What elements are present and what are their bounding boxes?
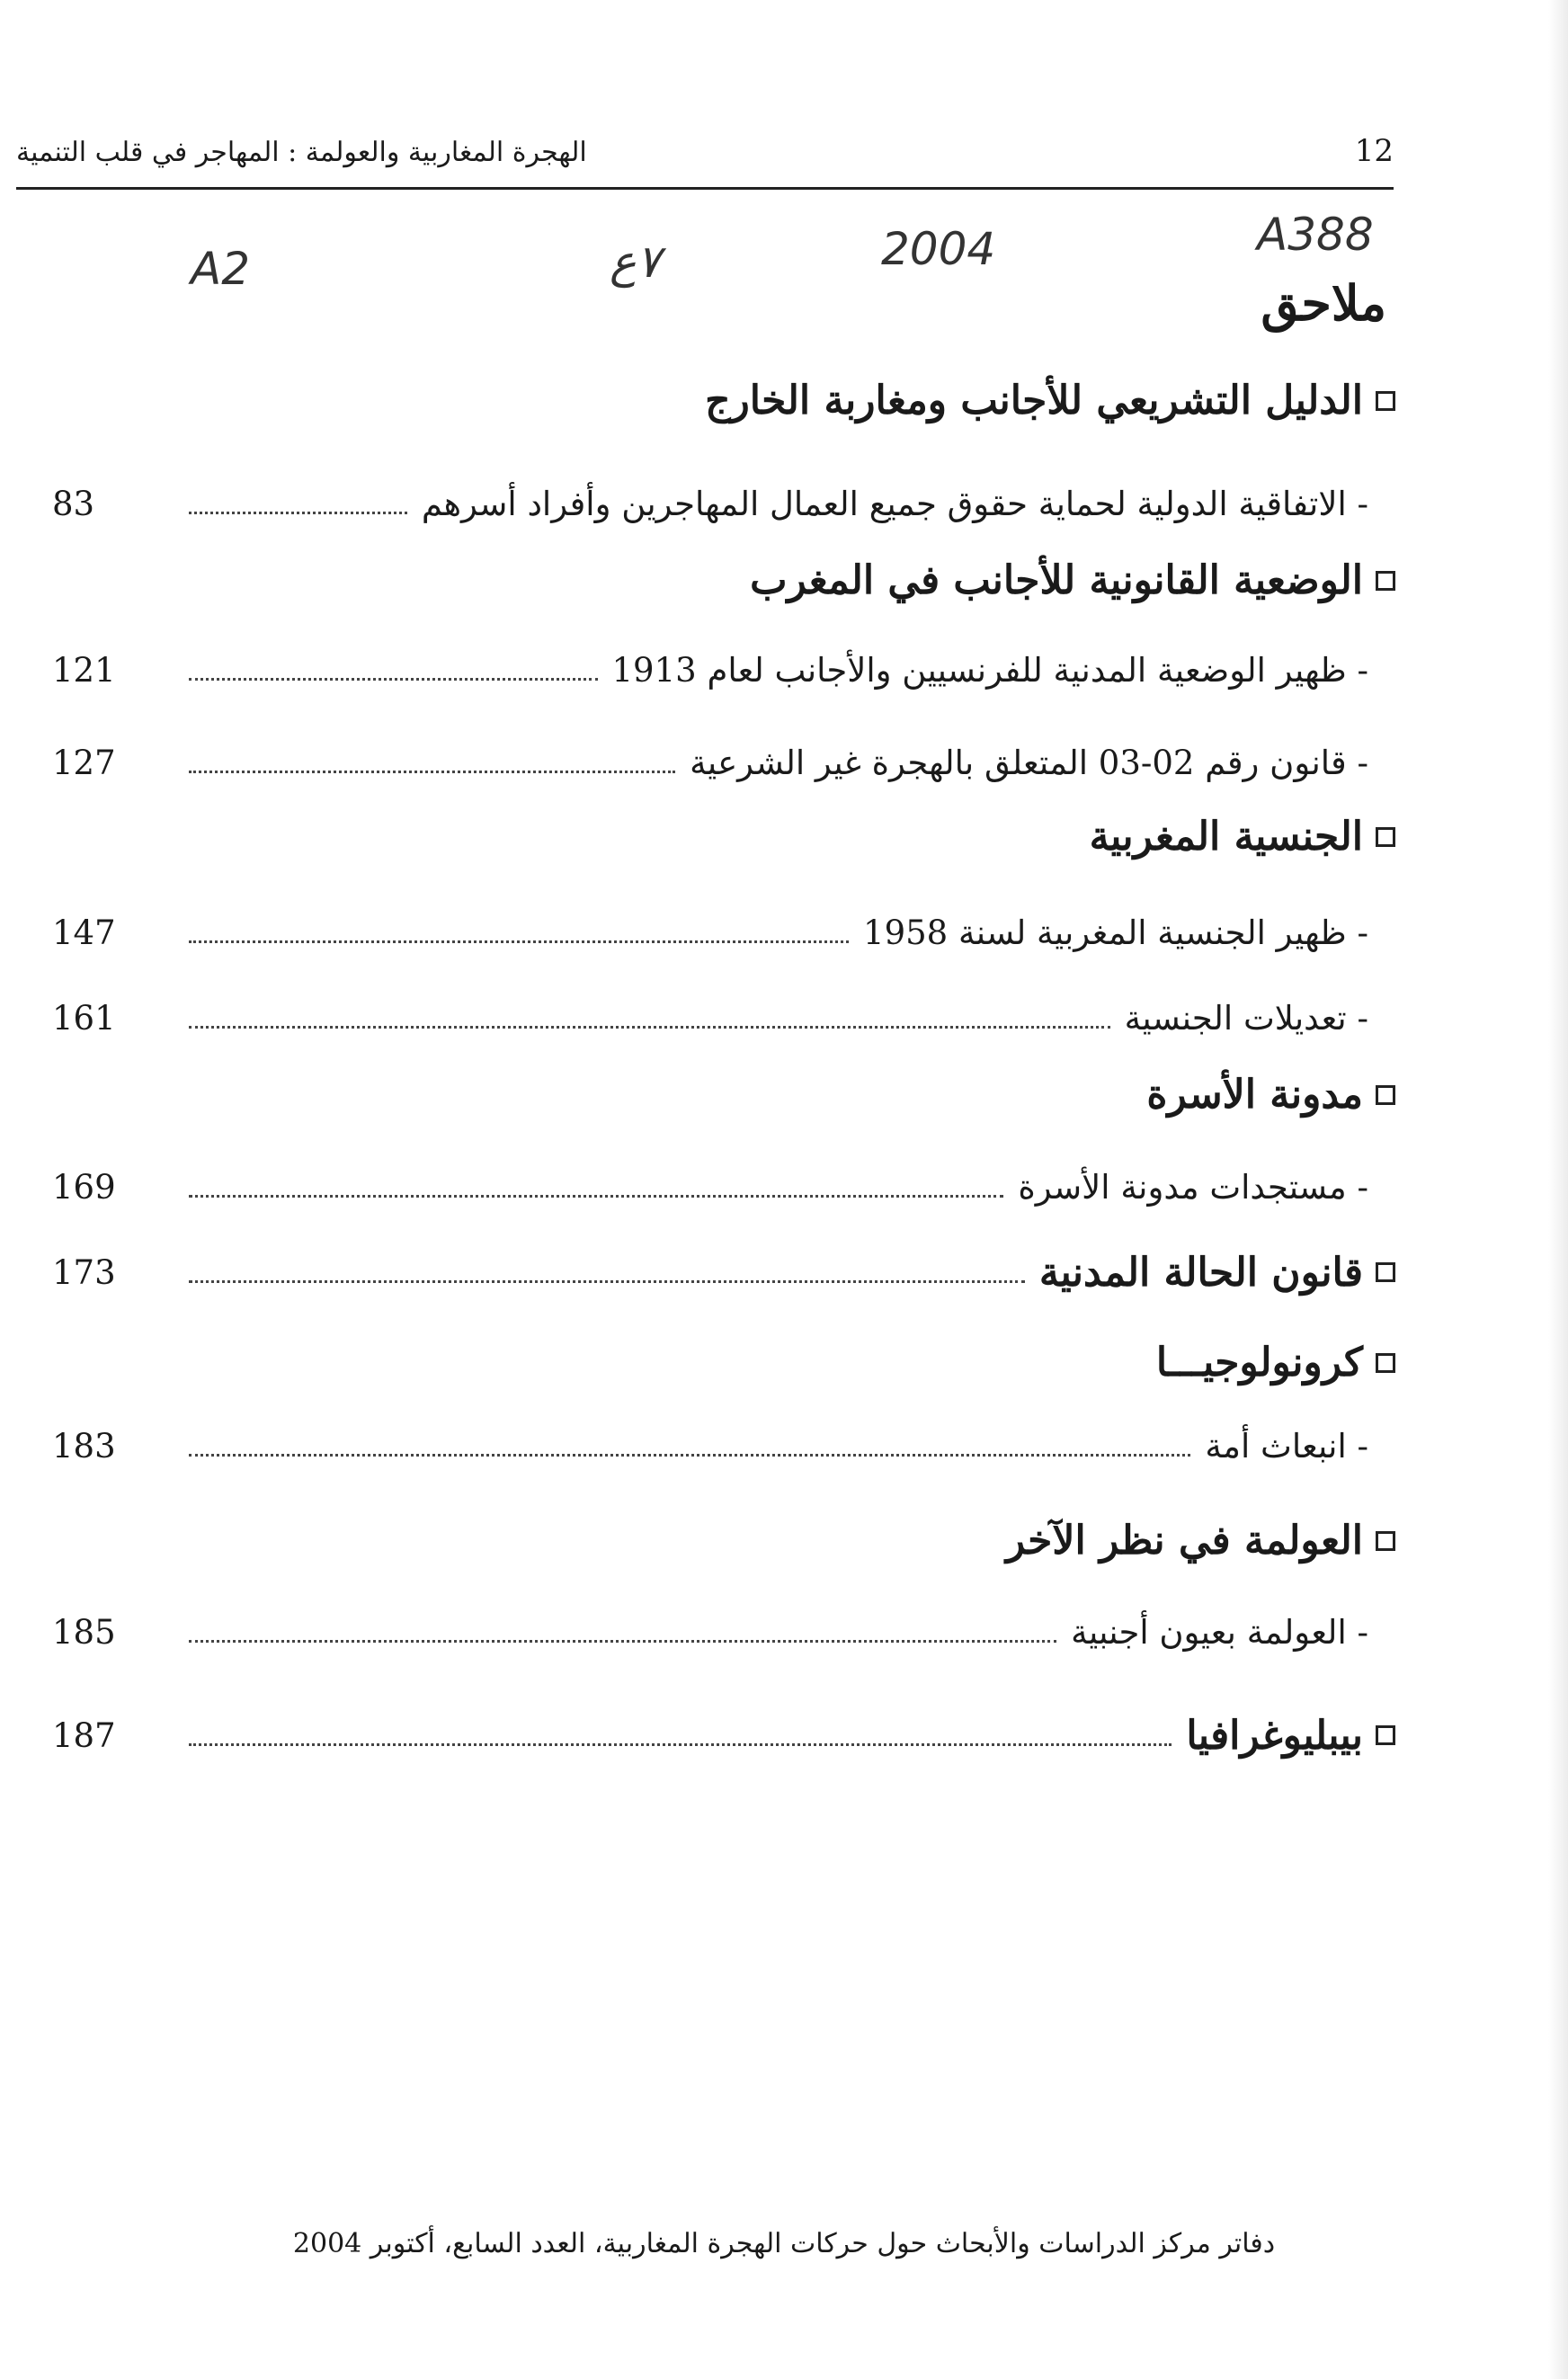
- checkbox-icon: [1376, 1353, 1395, 1373]
- handwritten-note-a2: A2: [191, 243, 251, 295]
- toc-heading-label: الدليل التشريعي للأجانب ومغاربة الخارج: [705, 378, 1363, 423]
- toc-page-number: 121: [52, 650, 116, 690]
- toc-row[interactable]: [52, 991, 1368, 1045]
- toc-page-number: 185: [52, 1612, 116, 1652]
- toc-row[interactable]: [52, 1160, 1368, 1214]
- toc-row[interactable]: [52, 735, 1368, 789]
- toc-leader-dots: [189, 1640, 1056, 1643]
- toc-page-number: 169: [52, 1167, 116, 1207]
- page-number: 12: [1354, 133, 1394, 169]
- toc-row[interactable]: [52, 477, 1368, 530]
- checkbox-icon: [1376, 1725, 1395, 1745]
- toc-leader-dots: [189, 940, 849, 943]
- toc-entry-label: - ظهير الوضعية المدنية للفرنسيين والأجانب لعام 1913: [611, 650, 1368, 690]
- toc-heading-chronology[interactable]: [1156, 1340, 1395, 1386]
- toc-heading-family-code[interactable]: [1146, 1072, 1395, 1118]
- checkbox-icon: [1376, 1531, 1395, 1551]
- toc-entry-label: - الاتفاقية الدولية لحماية حقوق جميع العمال المهاجرين وأفراد أسرهم: [421, 484, 1368, 523]
- toc-page-number: 83: [52, 484, 95, 523]
- toc-heading-nationality[interactable]: [1090, 814, 1395, 860]
- toc-leader-dots: [189, 1026, 1110, 1029]
- checkbox-icon: [1376, 827, 1395, 847]
- toc-row[interactable]: [52, 905, 1368, 959]
- toc-page-number: 173: [52, 1252, 116, 1292]
- toc-leader-dots: [189, 1195, 1003, 1198]
- toc-heading-label: مدونة الأسرة: [1146, 1072, 1363, 1118]
- toc-entry-label: - مستجدات مدونة الأسرة: [1018, 1167, 1368, 1207]
- toc-entry-label: - العولمة بعيون أجنبية: [1071, 1612, 1368, 1652]
- toc-entry-label: - قانون رقم 02-03 المتعلق بالهجرة غير الشرعية: [690, 743, 1368, 782]
- toc-leader-dots: [189, 512, 407, 514]
- toc-row[interactable]: [52, 1605, 1368, 1659]
- checkbox-icon: [1376, 1085, 1395, 1105]
- toc-page-number: 147: [52, 913, 116, 952]
- toc-page-number: 161: [52, 998, 116, 1038]
- toc-entry-label: - ظهير الجنسية المغربية لسنة 1958: [863, 913, 1368, 952]
- toc-heading-legal-guide[interactable]: [705, 378, 1395, 423]
- toc-entry-label: - تعديلات الجنسية: [1124, 998, 1368, 1038]
- toc-leader-dots: [189, 1280, 1025, 1283]
- page-footer: دفاتر مركز الدراسات والأبحاث حول حركات الهجرة المغاربية، العدد السابع، أكتوبر 2004: [292, 2228, 1276, 2259]
- page-edge-shadow: [1548, 0, 1568, 2379]
- toc-leader-dots: [189, 1454, 1190, 1457]
- toc-page-number: 183: [52, 1426, 116, 1466]
- toc-page-number: 187: [52, 1715, 116, 1755]
- toc-heading-bibliography[interactable]: [52, 1708, 1395, 1762]
- checkbox-icon: [1376, 391, 1395, 411]
- toc-leader-dots: [189, 771, 675, 773]
- toc-heading-legal-status[interactable]: [750, 557, 1395, 603]
- handwritten-note-year: 2004: [881, 223, 996, 275]
- checkbox-icon: [1376, 571, 1395, 591]
- toc-row[interactable]: [52, 1419, 1368, 1473]
- checkbox-icon: [1376, 1262, 1395, 1282]
- toc-leader-dots: [189, 1743, 1172, 1746]
- toc-heading-civil-status[interactable]: [52, 1245, 1395, 1299]
- toc-heading-label: الوضعية القانونية للأجانب في المغرب: [750, 557, 1363, 603]
- toc-leader-dots: [189, 678, 598, 681]
- toc-heading-label: كرونولوجيـــا: [1155, 1340, 1363, 1386]
- running-title: الهجرة المغاربية والعولمة : المهاجر في قلب التنمية: [16, 137, 587, 168]
- toc-entry-label: - انبعاث أمة: [1205, 1426, 1368, 1466]
- toc-heading-label: بيبليوغرافيا: [1186, 1712, 1363, 1759]
- toc-page-number: 127: [52, 743, 116, 782]
- toc-row[interactable]: [52, 643, 1368, 697]
- toc-heading-label: الجنسية المغربية: [1089, 814, 1363, 860]
- toc-heading-globalization[interactable]: [1006, 1518, 1395, 1564]
- toc-heading-label: قانون الحالة المدنية: [1038, 1249, 1363, 1296]
- handwritten-note-7e: ٧ع: [610, 236, 661, 288]
- toc-heading-label: العولمة في نظر الآخر: [1005, 1518, 1363, 1564]
- page-header: [16, 133, 1394, 190]
- handwritten-note-code: A388: [1257, 209, 1374, 261]
- section-title: ملاحق: [1261, 274, 1386, 332]
